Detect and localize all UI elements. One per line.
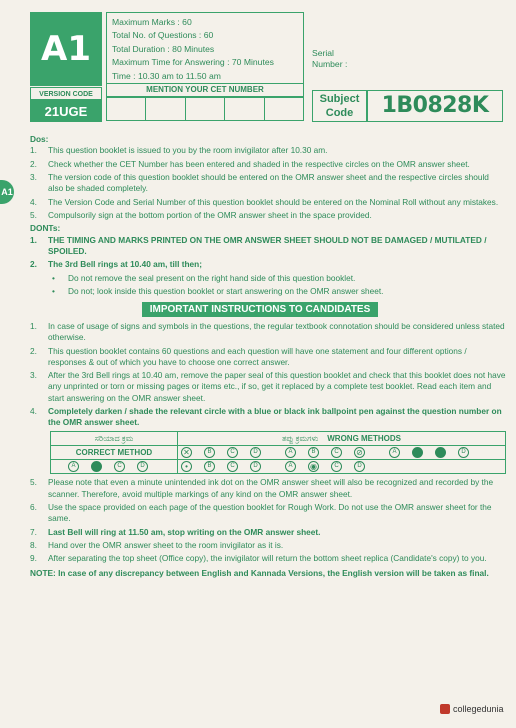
item-text: This question booklet contains 60 questions and each question will have one statement and four different options / responses & out of which you have to choose one correct answer.	[48, 345, 467, 367]
item-number: 1.	[30, 234, 37, 245]
donts-heading: DONTs:	[30, 223, 61, 234]
wrong-kannada-label: ತಪ್ಪು ಕ್ರಮಗಳು	[281, 434, 319, 444]
cet-digit-box[interactable]	[106, 97, 146, 121]
version-box	[30, 12, 102, 86]
instruction-item	[30, 321, 506, 343]
cet-number-boxes[interactable]	[106, 97, 304, 121]
filled-bubble	[435, 447, 446, 458]
discrepancy-note: NOTE: In case of any discrepancy between English and Kannada Versions, the English version will be taken as final.	[30, 567, 489, 578]
item-number: 2.	[30, 345, 37, 356]
wrong-method-row-1	[178, 446, 506, 460]
bubble: A	[68, 461, 79, 472]
wrong-header	[178, 432, 506, 446]
serial-number-label	[312, 48, 347, 70]
item-text: The 3rd Bell rings at 10.40 am, till then;	[48, 259, 202, 270]
logo-text: collegedunia	[453, 704, 504, 714]
item-text: This question booklet is issued to you by the room invigilator after 10.30 am.	[48, 145, 328, 156]
instruction-item	[30, 540, 506, 551]
bubble: B	[204, 447, 215, 458]
cross-bubble-icon: ✕	[181, 447, 192, 458]
dos-heading: Dos:	[30, 134, 49, 144]
subject-label-line: Code	[325, 107, 354, 119]
bubble: C	[331, 447, 342, 458]
info-line: Total No. of Questions : 60	[112, 30, 214, 41]
logo-icon	[440, 704, 450, 714]
cet-digit-box[interactable]	[186, 97, 225, 121]
donts-bullet: • Do not; look inside this question booklet or start answering on the OMR answer sheet.	[30, 286, 506, 297]
instruction-item	[30, 553, 506, 564]
dos-item	[30, 145, 506, 156]
bubble: D	[250, 447, 261, 458]
version-code: 21UGE	[30, 100, 102, 122]
item-number: 6.	[30, 501, 37, 512]
item-text: The Version Code and Serial Number of this question booklet should be entered on the Nominal Roll without any mistakes.	[48, 196, 499, 207]
bubble: D	[137, 461, 148, 472]
wrong-method-row-2	[178, 460, 506, 474]
instructions-content	[30, 134, 506, 579]
info-line: Maximum Marks : 60	[112, 17, 192, 27]
bubble: C	[114, 461, 125, 472]
item-number: 8.	[30, 539, 37, 550]
item-number: 2.	[30, 259, 37, 270]
omr-methods-table	[50, 431, 506, 474]
item-text: Check whether the CET Number has been entered and shaded in the respective circles on the OMR answer sheet.	[48, 158, 470, 169]
bubble: C	[331, 461, 342, 472]
item-number: 4.	[30, 196, 37, 207]
subject-code: 1B0828K	[367, 90, 503, 122]
dos-item	[30, 172, 506, 194]
cet-number-label: MENTION YOUR CET NUMBER	[106, 84, 304, 97]
subject-code-label	[312, 90, 367, 122]
filled-bubble	[412, 447, 423, 458]
item-text: Last Bell will ring at 11.50 am, stop writing on the OMR answer sheet.	[48, 526, 321, 537]
bubble: A	[285, 447, 296, 458]
item-number: 2.	[30, 158, 37, 169]
item-number: 4.	[30, 405, 37, 416]
side-version-tab: A1	[0, 180, 14, 204]
item-text: After separating the top sheet (Office copy), the invigilator will return the bottom sheet replica (Candidate's copy) to you.	[48, 553, 487, 564]
cet-digit-box[interactable]	[146, 97, 185, 121]
item-number: 3.	[30, 370, 37, 381]
serial-label-line: Serial	[312, 48, 334, 58]
correct-kannada-label: ಸರಿಯಾದ ಕ್ರಮ	[51, 432, 178, 446]
instruction-item	[30, 346, 506, 368]
instruction-item	[30, 406, 506, 428]
bubble: C	[227, 447, 238, 458]
instruction-item	[30, 502, 506, 524]
item-text: Use the space provided on each page of the question booklet for Rough Work. Do not use the OMR answer sheet for the same.	[48, 501, 492, 524]
dos-item	[30, 197, 506, 208]
bubble: A	[389, 447, 400, 458]
item-number: 5.	[30, 477, 37, 488]
item-number: 5.	[30, 209, 37, 220]
bubble: D	[458, 447, 469, 458]
instructions-banner: IMPORTANT INSTRUCTIONS TO CANDIDATES	[142, 302, 378, 317]
bubble: B	[204, 461, 215, 472]
exam-info-box	[106, 12, 304, 84]
instruction-item	[30, 527, 506, 538]
version-code-label: VERSION CODE	[30, 87, 102, 100]
dot-bubble-icon: •	[181, 461, 192, 472]
item-text: Compulsorily sign at the bottom portion of the OMR answer sheet in the space provided.	[48, 209, 372, 220]
item-number: 7.	[30, 526, 37, 537]
item-text: After the 3rd Bell rings at 10.40 am, remove the paper seal of this question booklet and check that this booklet does not have any unprinted or torn or missing pages or items etc., if so, get it replaced by a complete test booklet. Read each item and start answering on the OMR answer sheet.	[48, 370, 506, 403]
item-number: 9.	[30, 553, 37, 564]
cet-digit-box[interactable]	[265, 97, 304, 121]
bubble: D	[250, 461, 261, 472]
bubble: D	[354, 461, 365, 472]
item-text: THE TIMING AND MARKS PRINTED ON THE OMR ANSWER SHEET SHOULD NOT BE DAMAGED / MUTILATED / SPOILED.	[48, 234, 487, 256]
correct-method-label: CORRECT METHOD	[51, 446, 178, 460]
donts-item	[30, 259, 506, 270]
instruction-item	[30, 477, 506, 499]
bubble: A	[285, 461, 296, 472]
slash-bubble-icon: ⊘	[354, 447, 365, 458]
item-text: In case of usage of signs and symbols in the questions, the regular textbook connotation should be considered unless stated otherwise.	[48, 320, 505, 343]
version-letter: A1	[41, 29, 91, 69]
bubble: C	[227, 461, 238, 472]
cet-digit-box[interactable]	[225, 97, 264, 121]
dos-item	[30, 159, 506, 170]
subject-label-line: Subject	[319, 93, 360, 105]
info-line: Total Duration : 80 Minutes	[112, 43, 215, 54]
instruction-item	[30, 370, 506, 404]
info-line: Time : 10.30 am to 11.50 am	[112, 70, 221, 81]
serial-label-line: Number :	[312, 59, 348, 69]
info-line: Maximum Time for Answering : 70 Minutes	[112, 57, 274, 68]
correct-method-example	[51, 460, 178, 474]
item-number: 3.	[30, 171, 37, 182]
item-text: Completely darken / shade the relevant circle with a blue or black ink ballpoint pen against the question number on the OMR answer sheet.	[48, 405, 502, 428]
item-text: Please note that even a minute unintended ink dot on the OMR answer sheet will also be recognized and recorded by the scanner. Therefore, avoid multiple markings of any kind on the OMR answer sheet.	[48, 477, 494, 499]
item-number: 1.	[30, 320, 37, 331]
item-text: The version code of this question booklet should be entered on the OMR answer sheet and the respective circles should also be shaded completely.	[48, 171, 489, 194]
filled-bubble	[91, 461, 102, 472]
item-text: Hand over the OMR answer sheet to the room invigilator as it is.	[48, 539, 284, 550]
dos-item	[30, 210, 506, 221]
donts-item	[30, 235, 506, 257]
partial-fill-bubble-icon: ◉	[308, 461, 319, 472]
bubble: B	[308, 447, 319, 458]
donts-bullet: • Do not remove the seal present on the right hand side of this question booklet.	[30, 273, 506, 284]
wrong-methods-label: WRONG METHODS	[327, 434, 402, 444]
item-number: 1.	[30, 145, 37, 156]
collegedunia-logo	[440, 704, 504, 714]
